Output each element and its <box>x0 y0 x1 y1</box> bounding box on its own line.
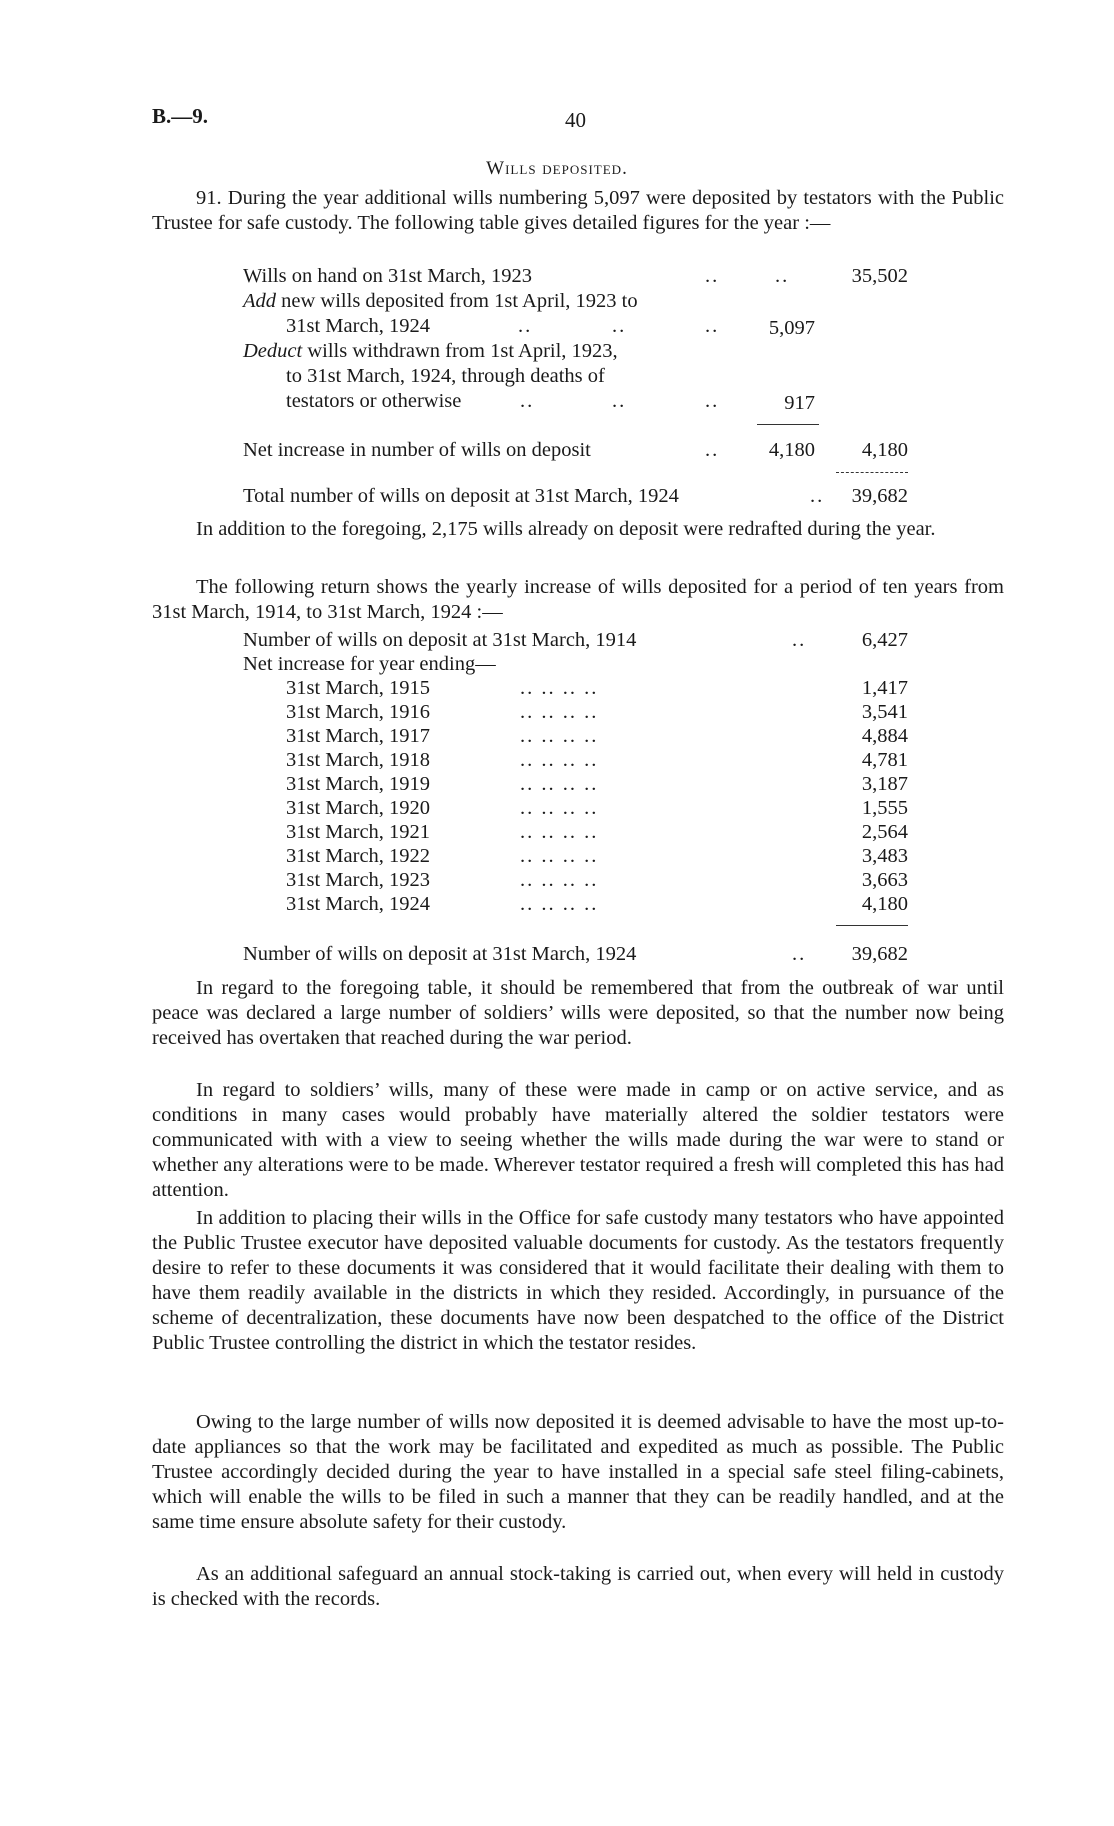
redrafted-text: In addition to the foregoing, 2,175 wills already on deposit were redrafted during the year. <box>196 518 936 540</box>
yearly-row-label: 31st March, 1920 <box>286 797 431 819</box>
paragraph-text: In regard to the foregoing table, it should be remembered that from the outbreak of war until peace was declared a large number of soldiers’ wills were deposited, so that the number now being received has overtaken that reached during the war period. <box>152 977 1004 1049</box>
section-title: Wills deposited. <box>486 158 628 179</box>
intro-paragraph <box>152 186 1004 236</box>
document-code: B.—9. <box>152 104 209 128</box>
summary-total-label: Total number of wills on deposit at 31st March, 1924 <box>243 485 679 507</box>
paragraph-text: In regard to soldiers’ wills, many of these were made in camp or on active service, and as conditions in many cases would probably have materially altered the soldier testators were communicated with with a view to seeing whether the wills made during the war were to stand or whether any alterations were to be made. Wherever testator required a fresh will completed this has had attention. <box>152 1079 1004 1201</box>
yearly-closing-value: 39,682 <box>851 943 908 965</box>
paragraph-documents <box>152 1206 1004 1356</box>
summary-deduct-label: wills withdrawn from 1st April, 1923, <box>302 340 618 362</box>
leader-dots: .. .. .. .. <box>520 797 599 819</box>
leader-dots: .. .. .. .. <box>520 773 599 795</box>
summary-on-hand-label: Wills on hand on 31st March, 1923 <box>243 265 532 287</box>
paragraph-war-wills <box>152 976 1004 1051</box>
summary-deduct-line <box>243 339 618 364</box>
leader-dots: .. <box>612 390 627 412</box>
yearly-row-label: 31st March, 1918 <box>286 749 431 771</box>
yearly-row-value: 4,781 <box>861 749 908 771</box>
add-word: Add <box>243 290 277 312</box>
yearly-opening-value: 6,427 <box>861 629 908 651</box>
leader-dots: .. <box>810 485 825 507</box>
leader-dots: .. <box>792 629 807 651</box>
summary-add-label-2: 31st March, 1924 <box>286 315 431 337</box>
yearly-closing-label: Number of wills on deposit at 31st March, 1924 <box>243 943 637 965</box>
leader-dots: .. .. .. .. <box>520 701 599 723</box>
paragraph-stock-taking <box>152 1562 1004 1612</box>
leader-dots: .. <box>612 315 627 337</box>
subtotal-rule <box>757 424 819 425</box>
yearly-net-increase-label: Net increase for year ending— <box>243 653 496 675</box>
summary-net-label: Net increase in number of wills on deposit <box>243 439 591 461</box>
paragraph-soldiers-wills <box>152 1078 1004 1203</box>
yearly-row-value: 1,417 <box>861 677 908 699</box>
yearly-row-value: 4,884 <box>861 725 908 747</box>
redrafted-paragraph <box>152 517 1004 542</box>
summary-deduct-label-3: testators or otherwise <box>286 390 462 412</box>
paragraph-text: As an additional safeguard an annual stock-taking is carried out, when every will held in custody is checked with the records. <box>152 1563 1004 1610</box>
leader-dots: .. .. .. .. <box>520 845 599 867</box>
leader-dots: .. <box>520 390 535 412</box>
leader-dots: .. <box>705 390 720 412</box>
yearly-row-label: 31st March, 1924 <box>286 893 431 915</box>
paragraph-text: In addition to placing their wills in the Office for safe custody many testators who have appointed the Public Trustee executor have deposited valuable documents for custody. As the testators frequently desire to refer to these documents it was considered that it would facilitate their dealing with them to have them readily available in the districts in which they resided. Accordingly, in pursuance of the scheme of decentralization, these documents have now been despatched to the office of the District Public Trustee controlling the district in which the testator resides. <box>152 1207 1004 1354</box>
leader-dots: .. <box>705 265 720 287</box>
yearly-row-label: 31st March, 1915 <box>286 677 431 699</box>
summary-net-value-2: 4,180 <box>861 439 908 461</box>
yearly-row-value: 3,483 <box>861 845 908 867</box>
paragraph-text: Owing to the large number of wills now deposited it is deemed advisable to have the most up-to-date appliances so that the work may be facilitated and expedited as much as possible. The Public Trustee accordingly decided during the year to have installed in a special safe steel filing-cabinets, which will enable the wills to be filed in such a manner that they can be readily handled, and at the same time ensure absolute safety for their custody. <box>152 1411 1004 1533</box>
yearly-row-value: 3,187 <box>861 773 908 795</box>
intro-text: 91. During the year additional wills numbering 5,097 were deposited by testators with the Public Trustee for safe custody. The following table gives detailed figures for the year :— <box>152 187 1004 234</box>
leader-dots: .. <box>792 943 807 965</box>
deduct-word: Deduct <box>243 340 303 362</box>
summary-add-value: 5,097 <box>768 317 815 339</box>
summary-net-value-1: 4,180 <box>768 439 815 461</box>
yearly-row-label: 31st March, 1921 <box>286 821 431 843</box>
yearly-row-value: 4,180 <box>861 893 908 915</box>
leader-dots: .. .. .. .. <box>520 677 599 699</box>
paragraph-filing-cabinets <box>152 1410 1004 1535</box>
summary-deduct-label-2: to 31st March, 1924, through deaths of <box>286 365 605 387</box>
yearly-row-label: 31st March, 1919 <box>286 773 431 795</box>
yearly-row-label: 31st March, 1917 <box>286 725 431 747</box>
return-paragraph <box>152 575 1004 625</box>
summary-on-hand-value: 35,502 <box>851 265 908 287</box>
leader-dots: .. .. .. .. <box>520 725 599 747</box>
yearly-row-value: 3,541 <box>861 701 908 723</box>
summary-total-value: 39,682 <box>851 485 908 507</box>
leader-dots: .. .. .. .. <box>520 893 599 915</box>
summary-add-label: new wills deposited from 1st April, 1923 to <box>276 290 638 312</box>
yearly-total-rule <box>836 925 908 926</box>
yearly-row-label: 31st March, 1916 <box>286 701 431 723</box>
yearly-row-value: 3,663 <box>861 869 908 891</box>
leader-dots: .. .. .. .. <box>520 869 599 891</box>
yearly-opening-label: Number of wills on deposit at 31st March, 1914 <box>243 629 637 651</box>
return-text: The following return shows the yearly increase of wills deposited for a period of ten years from 31st March, 1914, to 31st March, 1924 :— <box>152 576 1004 623</box>
leader-dots: .. .. .. .. <box>520 821 599 843</box>
yearly-row-value: 1,555 <box>861 797 908 819</box>
page-number: 40 <box>565 108 586 132</box>
summary-add-line <box>243 289 638 314</box>
leader-dots: .. <box>705 439 720 461</box>
leader-dots: .. <box>775 265 790 287</box>
yearly-row-label: 31st March, 1922 <box>286 845 431 867</box>
leader-dots: .. .. .. .. <box>520 749 599 771</box>
total-rule <box>836 472 908 473</box>
leader-dots: .. <box>705 315 720 337</box>
yearly-row-value: 2,564 <box>861 821 908 843</box>
yearly-row-label: 31st March, 1923 <box>286 869 431 891</box>
leader-dots: .. <box>518 315 533 337</box>
summary-deduct-value: 917 <box>784 392 815 414</box>
